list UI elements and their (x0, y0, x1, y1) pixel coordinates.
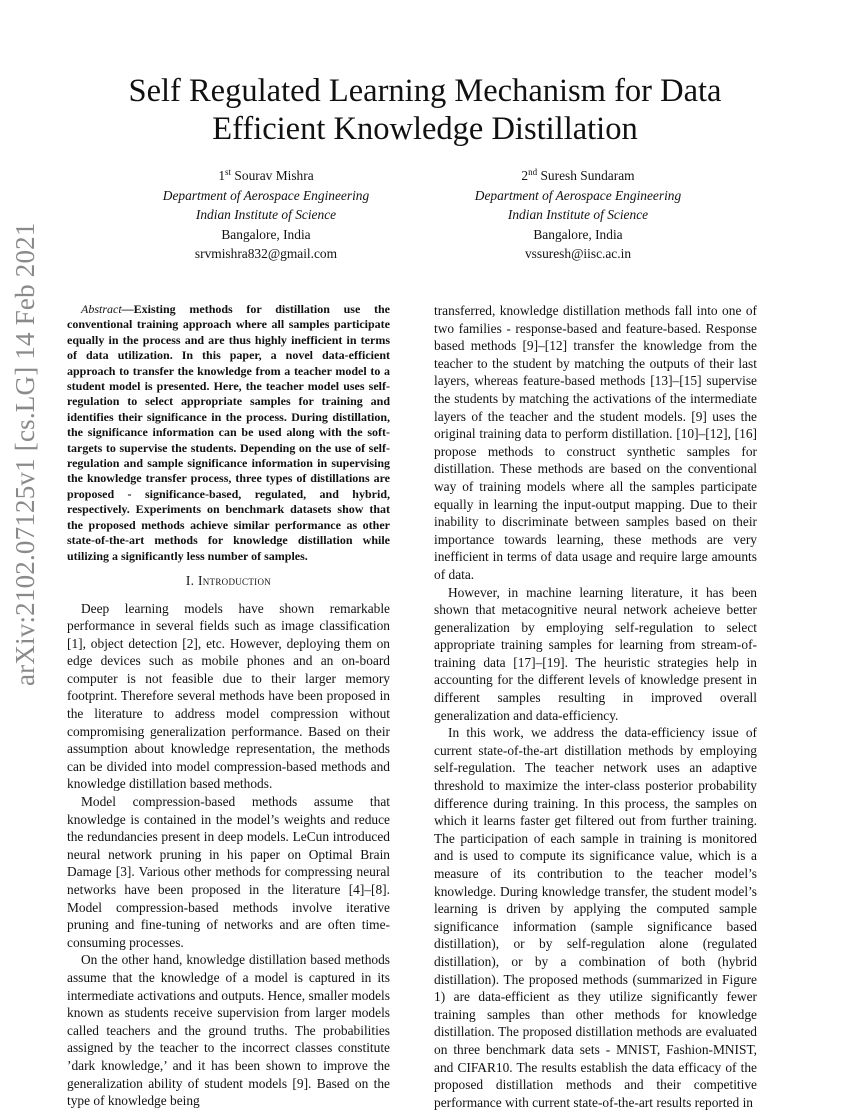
body-paragraph: In this work, we address the data-efficiency issue of current state-of-the-art distillation methods by employing self-regulation. The teacher network uses an adaptive threshold to maximize the inter-class posterior probability difference during training. In this process, the samples on which it learns faster get filtered out from further training. The participation of each sample in training is monitored and is used to compute its significance value, which is a measure of its contribution to the teacher model’s knowledge. During knowledge transfer, the student model’s learning is driven by applying the computed sample significance information (sample significance based distillation), or by self-regulation alone (regulated distillation), or by a combination of both (hybrid distillation). The proposed methods (summarized in Figure 1) are data-efficient as they utilize significantly fewer training samples than other methods for knowledge distillation. The proposed distillation methods are evaluated on three benchmark data sets - MNIST, Fashion-MNIST, and CIFAR10. The results establish the data efficacy of the proposed distillation methods and their competitive performance with current state-of-the-art results reported in (434, 725, 757, 1110)
author-name-line (106, 166, 426, 186)
author-ordinal-suffix: st (225, 167, 232, 177)
body-paragraph: transferred, knowledge distillation methods fall into one of two families - response-based and feature-based. Response based methods [9]–[12] transfer the knowledge from the teacher to the student by matching the outputs of their last layers, whereas feature-based methods [13]–[15] supervise the students by matching the activations of the intermediate layers of the teacher and the student models. [9] uses the original training data to perform distillation. [10]–[12], [16] propose methods to construct synthetic samples for distillation. These methods are based on the conventional way of training models where all the samples participate equally in learning the input-output mapping. Due to their inability to discriminate between samples based on their importance towards learning, these methods are very inefficient in terms of data usage and require large amounts of data. (434, 303, 757, 582)
author-department: Department of Aerospace Engineering (162, 187, 370, 203)
author-department: Department of Aerospace Engineering (474, 187, 682, 203)
author-block-1 (106, 166, 426, 264)
title-line-2: Efficient Knowledge Distillation (212, 111, 638, 147)
author-location: Bangalore, India (221, 226, 311, 242)
abstract (67, 302, 390, 564)
body-paragraph: On the other hand, knowledge distillation based methods assume that the knowledge of a model is captured in its intermediate activations and outputs. Hence, smaller models known as students receive supervision from larger models called teachers and the ground truths. The probabilities assigned by the teacher to the incorrect classes constitute ’dark knowledge,’ and it has been shown to improve the generalization ability of student models [9]. Based on the type of knowledge being (67, 952, 390, 1109)
author-name-line (418, 166, 738, 186)
author-institute: Indian Institute of Science (195, 207, 337, 222)
author-name: Suresh Sundaram (540, 168, 635, 183)
title-line-1: Self Regulated Learning Mechanism for Data (128, 73, 722, 109)
body-paragraph: However, in machine learning literature, it has been shown that metacognitive neural network acheieve better generalization by employing self-regulation to select appropriate training samples for learning from stream-of-training data [17]–[19]. The heuristic strategies help in accounting for the different levels of knowledge present in different samples resulting in improved overall generalization and data-efficiency. (434, 584, 757, 723)
author-institute: Indian Institute of Science (507, 207, 649, 222)
right-column (434, 302, 757, 1111)
author-ordinal: 1 (218, 168, 226, 183)
author-email[interactable]: srvmishra832@gmail.com (194, 246, 338, 261)
author-location: Bangalore, India (533, 226, 623, 242)
author-ordinal-suffix: nd (528, 167, 538, 177)
author-email[interactable]: vssuresh@iisc.ac.in (524, 246, 632, 261)
body-paragraph: Deep learning models have shown remarkable performance in several fields such as image classification [1], object detection [2], etc. However, deploying them on edge devices such as mobile phones and an on-board computer is not feasible due to their larger memory footprint. Therefore several methods have been proposed in the literature to address model compression without compromising generalization performance. Based on their assumption about knowledge representation, the methods can be divided into model compression-based methods and knowledge distillation based methods. (67, 600, 390, 792)
arxiv-identifier-stamp: arXiv:2102.07125v1 [cs.LG] 14 Feb 2021 (10, 222, 40, 686)
author-block-2 (418, 166, 738, 264)
abstract-text: —Existing methods for distillation use the conventional training approach where all samples participate equally in the process and are thus highly inefficient in terms of data utilization. In this paper, a novel data-efficient approach to transfer the knowledge from a teacher model to a student model is presented. Here, the teacher model uses self-regulation to select appropriate samples for training and identifies their significance in the process. During distillation, the significance information can be used along with the soft-targets to supervise the students. Depending on the use of self-regulation and sample significance information in supervising the knowledge transfer process, three types of distillations are proposed - significance-based, regulated, and hybrid, respectively. Experiments on benchmark datasets show that the proposed methods achieve similar performance as other state-of-the-art methods for knowledge distillation while utilizing a significantly less number of samples. (67, 302, 390, 563)
abstract-label: Abstract (81, 302, 122, 316)
body-paragraph: Model compression-based methods assume that knowledge is contained in the model’s weights and reduce the redundancies present in deep models. LeCun introduced neural network pruning in his paper on Optimal Brain Damage [3]. Various other methods for compressing neural networks have been proposed in the literature [4]–[8]. Model compression-based methods involve iterative pruning and fine-tuning of networks and are often time-consuming processes. (67, 794, 390, 950)
section-heading-introduction (67, 572, 390, 590)
left-column (67, 302, 390, 1110)
paper-title (60, 72, 790, 148)
section-number: I. (185, 572, 195, 588)
section-title: Introduction (198, 572, 272, 588)
author-ordinal: 2 (521, 168, 529, 183)
author-name: Sourav Mishra (234, 168, 314, 183)
